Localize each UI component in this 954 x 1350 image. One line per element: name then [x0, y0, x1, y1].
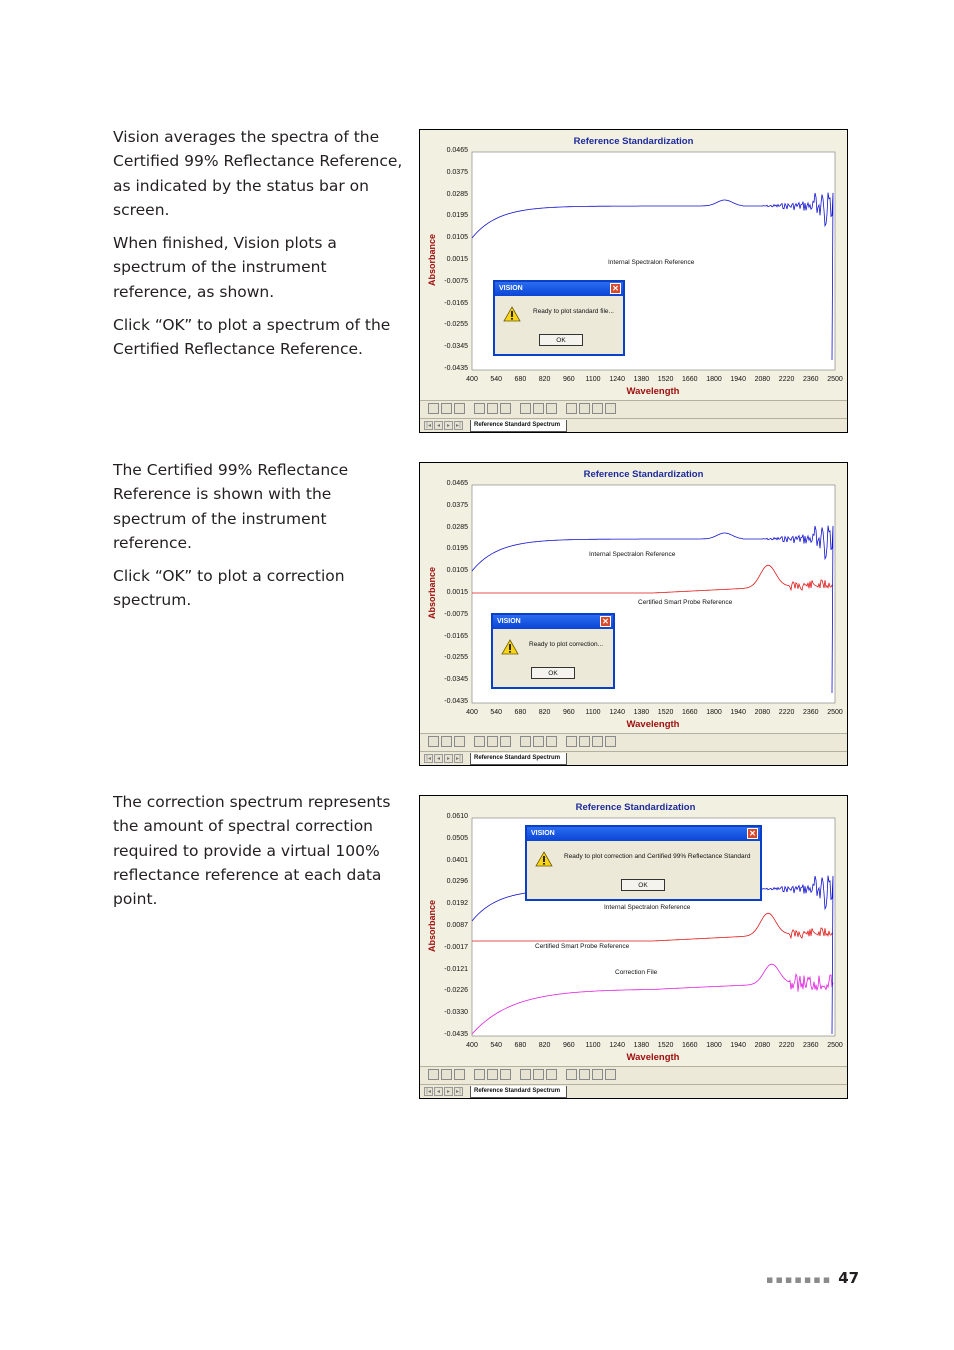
x-tick-label: 540 — [490, 1042, 503, 1049]
x-tick-label: 960 — [562, 376, 575, 383]
x-tick-label: 2220 — [778, 709, 795, 716]
y-tick-label: 0.0465 — [446, 480, 468, 487]
toolbar-button[interactable] — [454, 1069, 465, 1080]
toolbar-button[interactable] — [500, 736, 511, 747]
toolbar-button[interactable] — [592, 403, 603, 414]
toolbar-button[interactable] — [474, 1069, 485, 1080]
y-tick-label: -0.0226 — [444, 987, 468, 995]
tab-prev-icon[interactable]: ◂ — [434, 1087, 443, 1096]
x-tick-label: 1240 — [609, 1042, 625, 1049]
x-tick-label: 1240 — [609, 376, 625, 383]
dialog-message: Ready to plot correction... — [529, 641, 604, 648]
chart-title: Reference Standardization — [573, 136, 694, 147]
toolbar-button[interactable] — [566, 736, 577, 747]
x-tick-label: 680 — [514, 376, 527, 383]
toolbar-button[interactable] — [605, 1069, 616, 1080]
y-tick-label: -0.0075 — [444, 610, 468, 618]
toolbar-button[interactable] — [533, 736, 544, 747]
toolbar-button[interactable] — [533, 1069, 544, 1080]
paragraph: Click “OK” to plot a correction spectrum. — [113, 567, 345, 610]
toolbar-button[interactable] — [592, 736, 603, 747]
y-tick-label: -0.0255 — [444, 321, 468, 329]
y-tick-label: -0.0121 — [444, 965, 468, 973]
x-tick-label: 1380 — [633, 1042, 650, 1049]
x-tick-label: 680 — [514, 709, 527, 716]
x-tick-label: 1520 — [657, 1042, 674, 1049]
y-axis-label: Absorbance — [427, 899, 437, 953]
x-tick-label: 400 — [466, 376, 478, 383]
tab-bar — [420, 418, 847, 433]
x-tick-label: 2360 — [803, 376, 819, 383]
x-tick-label: 1660 — [682, 1042, 698, 1049]
chart-title: Reference Standardization — [583, 469, 704, 480]
y-tick-label: 0.0015 — [446, 256, 468, 263]
toolbar-button[interactable] — [579, 403, 590, 414]
series-label-certified: Certified Smart Probe Reference — [638, 599, 733, 606]
y-axis-label: Absorbance — [427, 233, 437, 287]
y-tick-label: -0.0075 — [444, 277, 468, 285]
close-icon[interactable]: ✕ — [610, 283, 621, 294]
toolbar-button[interactable] — [546, 1069, 557, 1080]
tab-next-icon[interactable]: ▸ — [444, 421, 453, 430]
toolbar-button[interactable] — [592, 1069, 603, 1080]
tab-reference-standard-spectrum[interactable]: Reference Standard Spectrum — [470, 1086, 567, 1098]
ok-button[interactable]: OK — [531, 667, 575, 679]
toolbar-button[interactable] — [500, 403, 511, 414]
screenshot-3 — [419, 795, 848, 1099]
x-tick-label: 1380 — [633, 709, 650, 716]
x-tick-label: 1380 — [633, 376, 650, 383]
x-tick-label: 540 — [490, 709, 503, 716]
chart-toolbar — [424, 402, 844, 416]
x-tick-label: 2080 — [754, 376, 771, 383]
y-tick-label: 0.0195 — [446, 212, 468, 220]
x-tick-label: 1100 — [585, 376, 601, 383]
tab-first-icon[interactable]: |◂ — [425, 422, 432, 429]
page-number-value: 47 — [838, 1269, 860, 1287]
y-tick-label: 0.0375 — [446, 501, 468, 509]
tab-last-icon[interactable]: ▸| — [455, 1088, 462, 1095]
tab-next-icon[interactable]: ▸ — [444, 754, 453, 763]
toolbar-button[interactable] — [520, 1069, 531, 1080]
toolbar-button[interactable] — [546, 736, 557, 747]
paragraph: Click “OK” to plot a spectrum of the Certified Reflectance Reference. — [113, 316, 391, 359]
toolbar-button[interactable] — [428, 403, 439, 414]
text-block-2 — [113, 458, 403, 622]
x-tick-label: 2360 — [803, 1042, 819, 1049]
dialog-title: VISION ✕ — [527, 827, 760, 841]
toolbar-button[interactable] — [520, 403, 531, 414]
x-tick-label: 1100 — [585, 1042, 601, 1049]
toolbar-button[interactable] — [454, 403, 465, 414]
x-tick-label: 1940 — [730, 709, 746, 716]
x-tick-label: 1520 — [657, 376, 674, 383]
toolbar-button[interactable] — [474, 403, 485, 414]
x-tick-label: 2500 — [827, 709, 843, 716]
x-tick-label: 1100 — [585, 709, 601, 716]
text-block-1 — [113, 125, 403, 371]
toolbar-button[interactable] — [428, 736, 439, 747]
y-tick-label: 0.0285 — [446, 523, 468, 531]
close-icon[interactable]: ✕ — [600, 616, 611, 627]
paragraph: Vision averages the spectra of the Certified 99% Reflectance Reference, as indicated by the status bar on screen. — [113, 128, 403, 219]
warning-icon — [503, 306, 521, 322]
x-tick-label: 960 — [562, 709, 575, 716]
series-label-correction: Correction File — [615, 969, 658, 976]
x-axis-label: Wavelength — [626, 719, 680, 730]
y-tick-label: 0.0505 — [446, 834, 468, 842]
x-tick-label: 2220 — [778, 376, 795, 383]
warning-icon — [535, 851, 553, 867]
toolbar-button[interactable] — [441, 1069, 452, 1080]
y-tick-label: 0.0401 — [446, 856, 468, 864]
x-tick-label: 400 — [466, 709, 478, 716]
toolbar-button[interactable] — [500, 1069, 511, 1080]
y-tick-label: -0.0345 — [444, 343, 468, 351]
y-axis-label: Absorbance — [427, 566, 437, 620]
toolbar-button[interactable] — [566, 1069, 577, 1080]
toolbar-button[interactable] — [441, 403, 452, 414]
paragraph: When finished, Vision plots a spectrum of the instrument reference, as shown. — [113, 234, 337, 301]
series-label-instrument: Internal Spectralon Reference — [589, 551, 676, 558]
tab-bar — [420, 751, 847, 766]
toolbar-button[interactable] — [428, 1069, 439, 1080]
warning-icon — [501, 639, 519, 655]
y-tick-label: 0.0015 — [446, 589, 468, 596]
ok-button[interactable]: OK — [539, 334, 583, 346]
x-tick-label: 1940 — [730, 1042, 746, 1049]
x-tick-label: 960 — [562, 1042, 575, 1049]
close-icon[interactable]: ✕ — [747, 828, 758, 839]
x-axis-label: Wavelength — [626, 386, 680, 397]
toolbar-button[interactable] — [566, 403, 577, 414]
y-tick-label: 0.0195 — [446, 545, 468, 553]
chart-area — [420, 463, 847, 734]
toolbar-button[interactable] — [579, 736, 590, 747]
y-tick-label: 0.0465 — [446, 147, 468, 154]
chart-svg — [420, 463, 847, 733]
tab-next-icon[interactable]: ▸ — [444, 1087, 453, 1096]
toolbar-button[interactable] — [605, 736, 616, 747]
x-tick-label: 820 — [538, 376, 551, 383]
page-dots: ▪▪▪▪▪▪▪ — [766, 1273, 833, 1286]
paragraph: The Certified 99% Reflectance Reference is shown with the spectrum of the instrument reference. — [113, 461, 349, 552]
screenshot-1 — [419, 129, 848, 433]
toolbar-button[interactable] — [533, 403, 544, 414]
toolbar-button[interactable] — [454, 736, 465, 747]
x-tick-label: 820 — [538, 709, 551, 716]
y-tick-label: 0.0105 — [446, 567, 468, 575]
y-tick-label: -0.0435 — [444, 1031, 468, 1038]
y-tick-label: 0.0192 — [446, 900, 468, 908]
y-tick-label: 0.0105 — [446, 234, 468, 242]
y-tick-label: 0.0296 — [446, 878, 468, 886]
tab-last-icon[interactable]: ▸| — [455, 422, 462, 429]
toolbar-button[interactable] — [441, 736, 452, 747]
toolbar-button[interactable] — [579, 1069, 590, 1080]
x-tick-label: 1660 — [682, 376, 698, 383]
x-tick-label: 1940 — [730, 376, 746, 383]
x-tick-label: 540 — [490, 376, 503, 383]
x-tick-label: 2080 — [754, 709, 771, 716]
y-tick-label: -0.0435 — [444, 698, 468, 705]
x-tick-label: 2500 — [827, 1042, 843, 1049]
y-tick-label: -0.0017 — [444, 943, 468, 951]
tab-first-icon[interactable]: |◂ — [425, 1088, 432, 1095]
tab-reference-standard-spectrum[interactable]: Reference Standard Spectrum — [470, 753, 567, 765]
tab-prev-icon[interactable]: ◂ — [434, 754, 443, 763]
x-tick-label: 2360 — [803, 709, 819, 716]
series-label-certified: Certified Smart Probe Reference — [535, 943, 630, 950]
tab-prev-icon[interactable]: ◂ — [434, 421, 443, 430]
x-tick-label: 1800 — [706, 709, 722, 716]
toolbar-button[interactable] — [520, 736, 531, 747]
x-tick-label: 1520 — [657, 709, 674, 716]
toolbar-button[interactable] — [474, 736, 485, 747]
vision-dialog — [493, 280, 625, 356]
x-tick-label: 2080 — [754, 1042, 771, 1049]
dialog-message: Ready to plot standard file... — [533, 308, 614, 315]
chart-title: Reference Standardization — [575, 802, 696, 813]
series-label-instrument: Internal Spectralon Reference — [608, 259, 695, 266]
x-tick-label: 400 — [466, 1042, 478, 1049]
vision-dialog — [491, 613, 615, 689]
x-tick-label: 1240 — [609, 709, 625, 716]
y-tick-label: 0.0375 — [446, 168, 468, 176]
chart-toolbar — [424, 735, 844, 749]
dialog-title: VISION ✕ — [493, 615, 613, 629]
tab-bar — [420, 1084, 847, 1099]
x-tick-label: 2500 — [827, 376, 843, 383]
x-tick-label: 1660 — [682, 709, 698, 716]
screenshot-2 — [419, 462, 848, 766]
ok-button[interactable]: OK — [621, 879, 665, 891]
y-tick-label: -0.0255 — [444, 654, 468, 662]
chart-area — [420, 796, 847, 1067]
y-tick-label: -0.0165 — [444, 632, 468, 640]
page-number — [766, 1269, 859, 1287]
series-label-instrument: Internal Spectralon Reference — [604, 904, 691, 911]
x-tick-label: 820 — [538, 1042, 551, 1049]
y-tick-label: -0.0435 — [444, 365, 468, 372]
dialog-message: Ready to plot correction and Certified 99% Reflectance Standard — [564, 853, 751, 860]
y-tick-label: -0.0165 — [444, 299, 468, 307]
tab-first-icon[interactable]: |◂ — [425, 755, 432, 762]
dialog-title: VISION ✕ — [495, 282, 623, 296]
chart-area — [420, 130, 847, 401]
toolbar-button[interactable] — [487, 1069, 498, 1080]
x-tick-label: 1800 — [706, 376, 722, 383]
tab-reference-standard-spectrum[interactable]: Reference Standard Spectrum — [470, 420, 567, 432]
x-tick-label: 2220 — [778, 1042, 795, 1049]
x-axis-label: Wavelength — [626, 1052, 680, 1063]
y-tick-label: 0.0610 — [446, 813, 468, 820]
x-tick-label: 1800 — [706, 1042, 722, 1049]
toolbar-button[interactable] — [546, 403, 557, 414]
x-tick-label: 680 — [514, 1042, 527, 1049]
tab-last-icon[interactable]: ▸| — [455, 755, 462, 762]
toolbar-button[interactable] — [605, 403, 616, 414]
y-tick-label: -0.0330 — [444, 1009, 468, 1017]
y-tick-label: 0.0285 — [446, 190, 468, 198]
chart-toolbar — [424, 1068, 844, 1082]
text-block-3 — [113, 790, 403, 920]
toolbar-button[interactable] — [487, 403, 498, 414]
vision-dialog — [525, 825, 762, 901]
paragraph: The correction spectrum represents the amount of spectral correction required to provide a virtual 100% reflectance reference at each data point. — [113, 793, 391, 909]
y-tick-label: 0.0087 — [446, 922, 468, 929]
toolbar-button[interactable] — [487, 736, 498, 747]
y-tick-label: -0.0345 — [444, 676, 468, 684]
